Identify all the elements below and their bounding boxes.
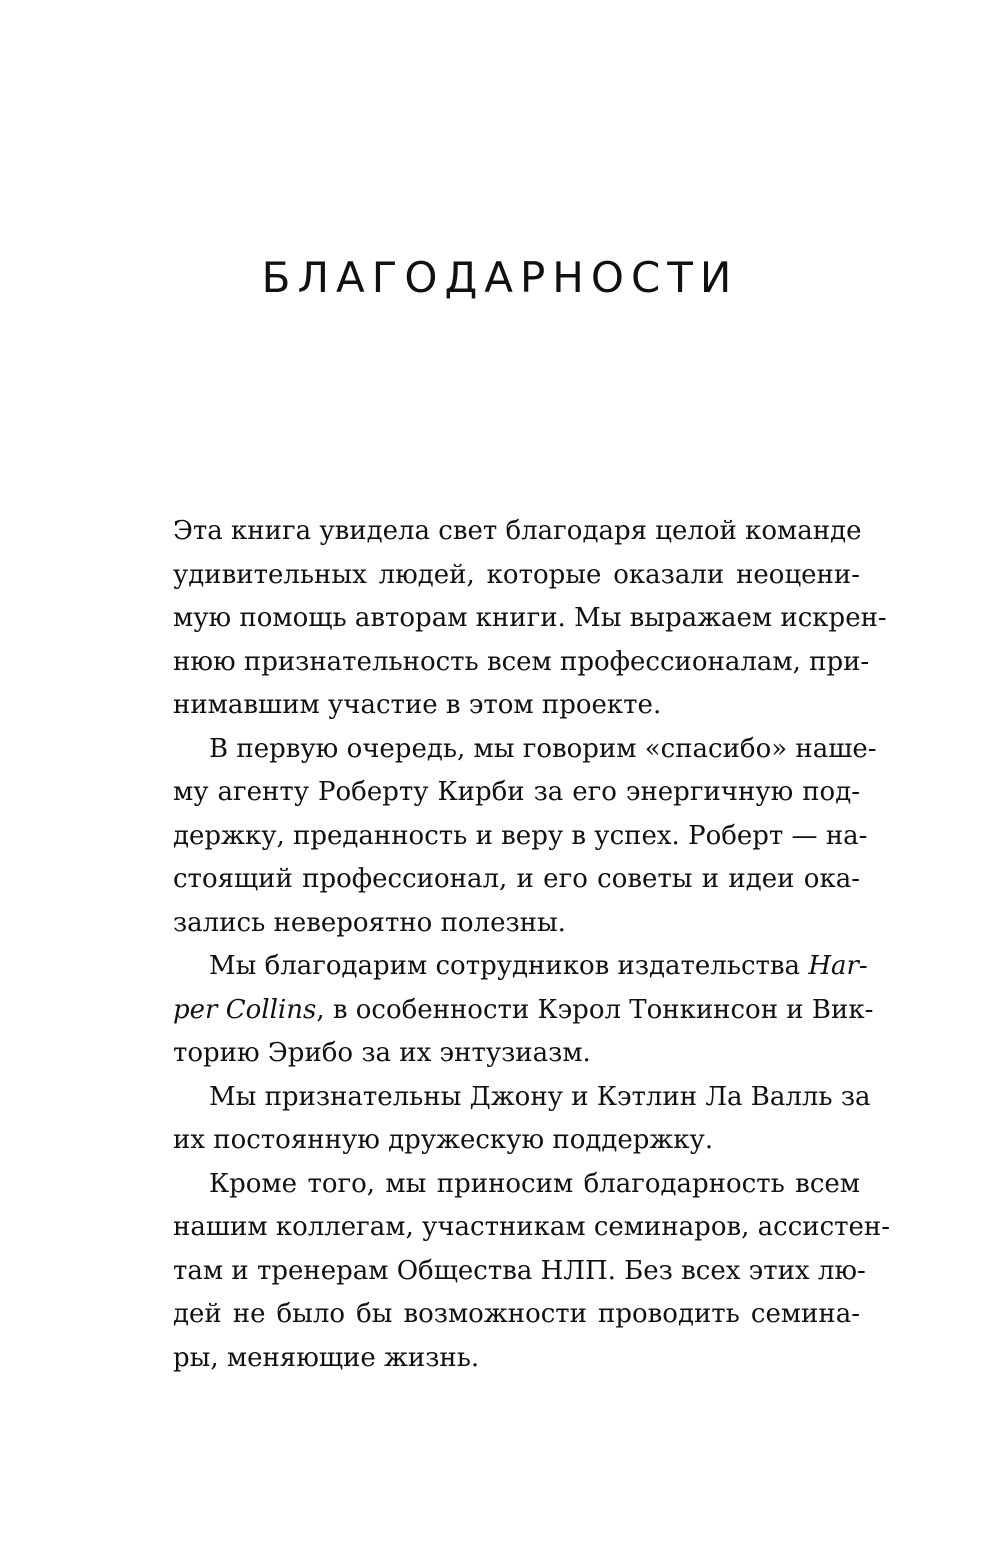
- text-line: удивительных людей, которые оказали неоцени-: [173, 559, 860, 590]
- text-line: ры, меняющие жизнь.: [173, 1342, 480, 1373]
- paragraph-colleagues: [173, 1163, 891, 1381]
- text-line: Кроме того, мы приносим благодарность всем: [209, 1168, 860, 1199]
- text-line: дей не было бы возможности проводить семина-: [173, 1299, 860, 1329]
- body-text: [173, 510, 891, 1380]
- text-line: стоящий профессионал, и его советы и идеи ока-: [173, 864, 860, 894]
- text-line: му агенту Роберту Кирби за его энергичную под-: [173, 777, 860, 807]
- text-line: нимавшим участие в этом проекте.: [173, 690, 662, 720]
- text-segment: Мы благодарим сотрудников издательства: [209, 951, 809, 981]
- text-segment: , в особенности Кэрол Тонкинсон и Вик-: [316, 994, 874, 1025]
- text-line: зались невероятно полезны.: [173, 907, 566, 938]
- page-title: БЛАГОДАРНОСТИ: [261, 253, 739, 302]
- text-line: держку, преданность и веру в успех. Роберт — на-: [173, 820, 868, 851]
- text-line: [173, 945, 868, 989]
- text-line: нюю признательность всем профессионалам, при-: [173, 646, 870, 677]
- paragraph-publisher: [173, 945, 874, 1076]
- text-line: нашим коллегам, участникам семинаров, ассистен-: [173, 1212, 891, 1242]
- publisher-name-part: per Collins: [173, 994, 317, 1025]
- paragraph-agent: [173, 728, 877, 946]
- paragraph-friends: [173, 1076, 871, 1163]
- text-line: торию Эрибо за их энтузиазм.: [173, 1038, 591, 1068]
- text-line: их постоянную дружескую поддержку.: [173, 1125, 714, 1155]
- paragraph-intro: [173, 510, 887, 728]
- text-line: там и тренерам Общества НЛП. Без всех этих лю-: [173, 1255, 866, 1286]
- text-line: Мы признательны Джону и Кэтлин Ла Валль за: [209, 1081, 871, 1112]
- text-line: В первую очередь, мы говорим «спасибо» наше-: [209, 733, 877, 764]
- text-line: мую помощь авторам книги. Мы выражаем искрен-: [173, 603, 887, 633]
- text-line: Эта книга увидела свет благодаря целой команде: [173, 516, 862, 546]
- text-line: [173, 989, 874, 1033]
- publisher-name-part: Har-: [808, 951, 868, 981]
